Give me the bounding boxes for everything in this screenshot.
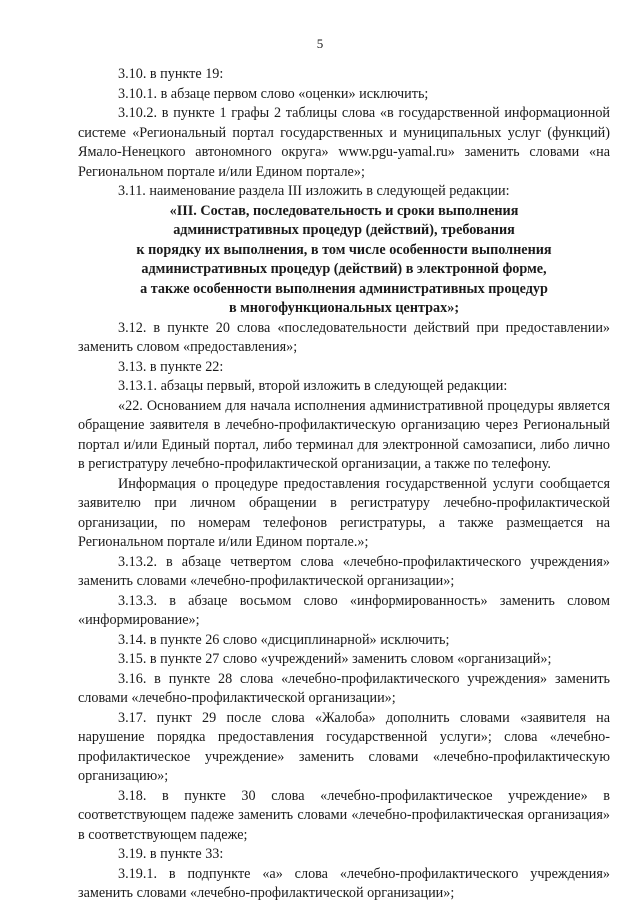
heading-line: административных процедур (действий), требования [173,222,515,238]
document-body [78,65,610,904]
paragraph: 3.14. в пункте 26 слово «дисциплинарной» исключить; [118,631,450,648]
heading-line: к порядку их выполнения, в том числе особенности выполнения [136,241,552,258]
paragraph: 3.12. в пункте 20 слова «последовательности действий при предоставлении» заменить словом «предоставления»; [78,319,610,355]
paragraph: 3.10.1. в абзаце первом слово «оценки» исключить; [118,85,429,102]
paragraph: 3.19. в пункте 33: [118,846,224,862]
paragraph: «22. Основанием для начала исполнения административной процедуры является обращение заявителя в лечебно-профилактическую организацию через Региональный портал и/или Единый портал, либо терминал для электронной самозаписи, либо лично в регистратуру лечебно-профилактической организации, а также по телефону. [78,397,610,472]
paragraph: 3.11. наименование раздела III изложить в следующей редакции: [118,183,510,199]
paragraph: 3.17. пункт 29 после слова «Жалоба» дополнить словами «заявителя на нарушение порядка предоставления государственной услуги»; слова «лечебно-профилактическое учреждение» заменить словами «лечебно-профилактическую организацию»; [78,709,610,784]
paragraph: 3.15. в пункте 27 слово «учреждений» заменить словом «организаций»; [118,651,552,667]
paragraph: 3.13. в пункте 22: [118,358,224,375]
paragraph: 3.18. в пункте 30 слова «лечебно-профилактическое учреждение» в соответствующем падеже заменить словами «лечебно-профилактическая организация» в соответствующем падеже; [78,787,610,843]
heading-line: административных процедур (действий) в электронной форме, [141,261,547,277]
paragraph: Информация о процедуре предоставления государственной услуги сообщается заявителю при личном обращении в регистратуру лечебно-профилактической организации, по номерам телефонов регистратуры, а также размещается на Региональном портале и/или Едином портале.»; [78,475,610,550]
paragraph: 3.13.1. абзацы первый, второй изложить в следующей редакции: [118,378,508,394]
paragraph: 3.16. в пункте 28 слова «лечебно-профилактического учреждения» заменить словами «лечебно-профилактической организации»; [78,670,610,706]
page-number: 5 [316,36,324,51]
paragraph: 3.10.2. в пункте 1 графы 2 таблицы слова «в государственной информационной системе «Региональный портал государственных и муниципальных услуг (функций) Ямало-Ненецкого автономного округа» www.pgu-yamal.ru» заменить словами «на Региональном портале и/или Едином портале»; [78,105,610,180]
paragraph: 3.10. в пункте 19: [118,66,224,82]
paragraph: 3.19.1. в подпункте «а» слова «лечебно-профилактического учреждения» заменить словами «лечебно-профилактической организации»; [78,865,610,901]
section-heading [78,202,610,319]
heading-line: в многофункциональных центрах»; [228,300,460,316]
heading-line: «III. Состав, последовательность и сроки выполнения [169,202,519,219]
paragraph: 3.13.3. в абзаце восьмом слово «информированность» заменить словом «информирование»; [78,592,610,628]
heading-line: а также особенности выполнения административных процедур [140,280,548,297]
paragraph: 3.13.2. в абзаце четвертом слова «лечебно-профилактического учреждения» заменить словами «лечебно-профилактической организации»; [78,553,610,589]
